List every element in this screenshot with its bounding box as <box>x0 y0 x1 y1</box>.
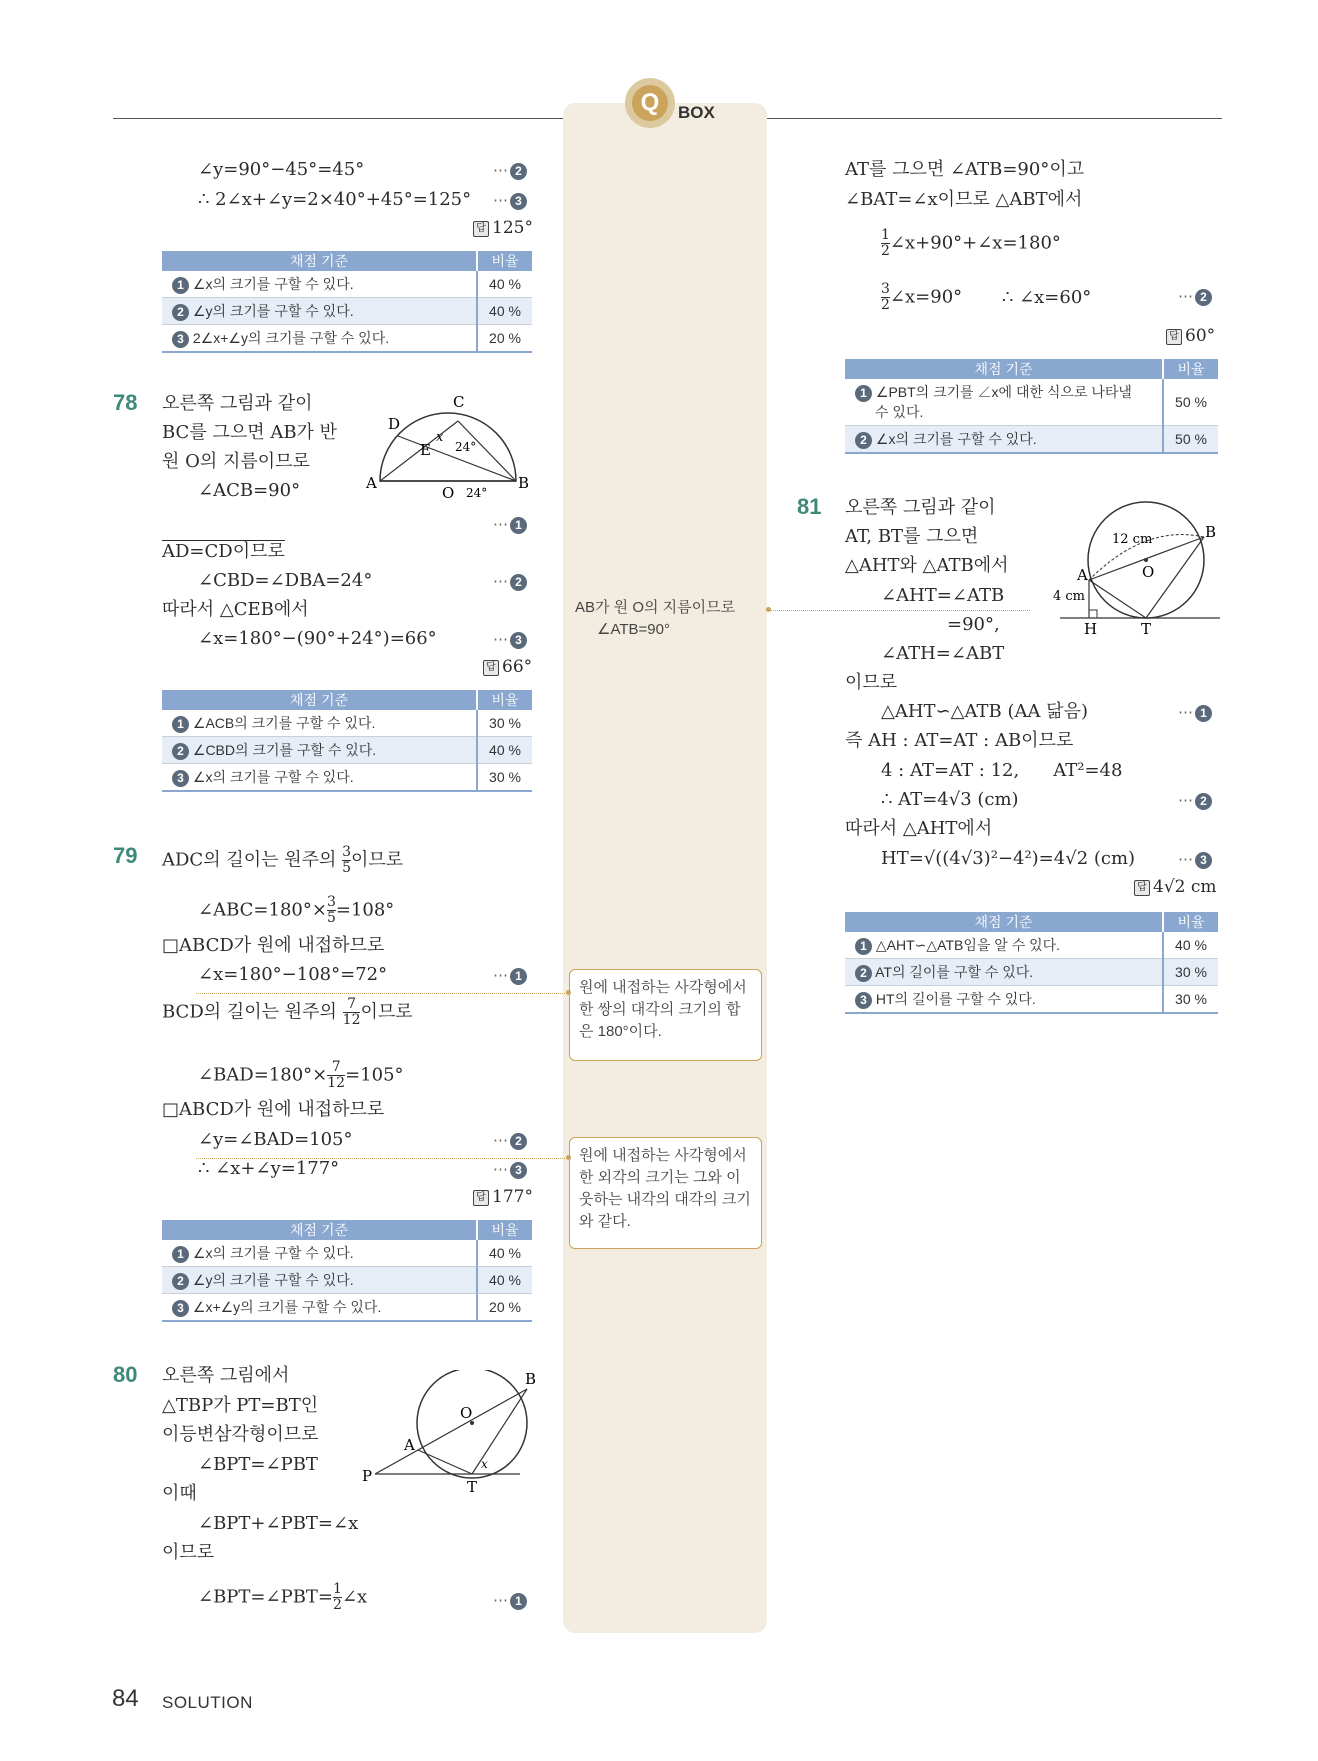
step-marker-2: ⋯ 2 <box>493 1131 527 1150</box>
answer-icon: 답 <box>1166 329 1182 345</box>
fig-label-O: O <box>442 484 455 501</box>
fig-label-B: B <box>525 1370 537 1388</box>
qbox-column <box>563 103 767 1633</box>
step-dots: ⋯ <box>493 192 508 209</box>
line: AT를 그으면 ∠ATB=90°이고 <box>845 159 1085 180</box>
line: ∠BPT=∠PBT= $\frac{1}{2}$ ∠x <box>198 1581 368 1613</box>
table-row: 3 ∠x의 크기를 구할 수 있다. 30 % <box>162 764 532 792</box>
grading-table <box>845 912 1218 1014</box>
connector-line <box>196 993 569 994</box>
answer-icon: 답 <box>473 221 489 237</box>
connector-line <box>196 1158 569 1159</box>
problem-number-79: 79 <box>113 843 138 868</box>
step-marker-2: ⋯ 2 <box>493 161 527 180</box>
step-marker-2: ⋯ 2 <box>493 572 527 591</box>
answer-icon: 답 <box>483 660 499 676</box>
connector-line <box>770 610 1030 611</box>
table-row: 2 ∠y의 크기를 구할 수 있다. 40 % <box>162 298 532 325</box>
line: △AHT와 △ATB에서 <box>845 555 1009 576</box>
answer-value: 125° <box>492 218 533 238</box>
table-header-ratio: 비율 <box>1163 912 1218 932</box>
line: ∠AHT=∠ATB <box>881 585 1005 606</box>
table-row: 1 ∠x의 크기를 구할 수 있다. 40 % <box>162 1240 532 1267</box>
line: =90°, <box>947 614 1000 635</box>
line: $\frac{1}{2}$ ∠x+90°+∠x=180° <box>881 227 1061 259</box>
answer <box>1166 326 1215 346</box>
grading-table <box>162 251 532 353</box>
line: 4 : AT=AT : 12, AT²=48 <box>881 760 1123 781</box>
step-marker-3: ⋯ 3 <box>1178 850 1212 869</box>
line: ∠ATH=∠ABT <box>881 643 1005 664</box>
connector-dot <box>566 1155 571 1160</box>
qbox-title: BOX <box>678 103 715 122</box>
header-rule-left <box>113 118 563 119</box>
line: ∠BAT=∠x이므로 △ABT에서 <box>845 189 1083 210</box>
step-dots: ⋯ <box>493 162 508 179</box>
figure-80 <box>360 1370 540 1495</box>
table-row: 2 ∠x의 크기를 구할 수 있다. 50 % <box>845 426 1218 454</box>
answer-value: 177° <box>492 1187 533 1207</box>
answer-icon: 답 <box>473 1190 489 1206</box>
step-marker-2: ⋯ 2 <box>1178 791 1212 810</box>
figure-78 <box>358 393 538 501</box>
line: △AHT∽△ATB (AA 닮음) <box>881 701 1088 722</box>
fig-label-length: 12 cm <box>1112 532 1153 547</box>
line: AT, BT를 그으면 <box>845 526 979 547</box>
answer-icon: 답 <box>1134 880 1150 896</box>
line: ∠ACB=90° <box>198 480 301 501</box>
header-rule-right <box>767 118 1222 119</box>
line: ∠BPT+∠PBT=∠x <box>198 1513 359 1534</box>
page-number: 84 <box>112 1685 139 1712</box>
fig-label-D: D <box>388 415 401 433</box>
grading-table <box>162 1220 532 1322</box>
fig-label-B: B <box>518 474 530 492</box>
line: ∠BPT=∠PBT <box>198 1454 318 1475</box>
line: 따라서 △CEB에서 <box>162 599 309 620</box>
table-header-criteria: 채점 기준 <box>845 912 1163 932</box>
line: 따라서 △AHT에서 <box>845 818 993 839</box>
line: ∴ 2∠x+∠y=2×40°+45°=125° <box>198 189 472 210</box>
answer <box>473 218 533 238</box>
line: 원 O의 지름이므로 <box>162 451 310 472</box>
table-row: 1 ∠x의 크기를 구할 수 있다. 40 % <box>162 271 532 298</box>
fig-label-E: E <box>420 441 431 459</box>
table-row: 1 △AHT∽△ATB임을 알 수 있다. 40 % <box>845 932 1218 959</box>
table-row: 1 ∠ACB의 크기를 구할 수 있다. 30 % <box>162 710 532 737</box>
qbox-note-2: 원에 내접하는 사각형에서 한 쌍의 대각의 크기의 합은 180°이다. <box>569 969 762 1061</box>
step-marker-3: ⋯ 3 <box>493 191 527 210</box>
fig-label-x: x <box>481 1457 488 1471</box>
grading-table <box>162 690 532 792</box>
fig-label-T: T <box>1141 620 1152 638</box>
fig-label-T: T <box>467 1478 478 1495</box>
line: BC를 그으면 AB가 반 <box>162 422 338 443</box>
fig-label-O: O <box>460 1404 473 1422</box>
table-row: 3 HT의 길이를 구할 수 있다. 30 % <box>845 986 1218 1014</box>
table-row: 3 2∠x+∠y의 크기를 구할 수 있다. 20 % <box>162 325 532 353</box>
qbox-q-icon: Q <box>632 85 668 121</box>
line: ∴ AT=4√3 (cm) <box>881 789 1019 810</box>
line: HT=√((4√3)²−4²)=4√2 (cm) <box>881 848 1136 869</box>
line: ∴ ∠x+∠y=177° <box>198 1158 340 1179</box>
fig-label-length: 4 cm <box>1053 589 1086 604</box>
step-marker-1: ⋯ 1 <box>493 966 527 985</box>
footer-label: SOLUTION <box>162 1693 253 1712</box>
line: 이므로 <box>162 1542 215 1563</box>
fig-label-angle: 24° <box>466 486 488 500</box>
table-header-ratio: 비율 <box>477 1220 532 1240</box>
table-row: 2 ∠y의 크기를 구할 수 있다. 40 % <box>162 1267 532 1294</box>
line: 이등변삼각형이므로 <box>162 1424 319 1445</box>
grading-table <box>845 359 1218 454</box>
step-marker-3: ⋯ 3 <box>493 1160 527 1179</box>
table-header-criteria: 채점 기준 <box>162 251 477 271</box>
fig-label-A: A <box>366 474 377 492</box>
line: △TBP가 PT=BT인 <box>162 1395 319 1416</box>
line: 오른쪽 그림과 같이 <box>162 393 313 414</box>
table-header-ratio: 비율 <box>477 690 532 710</box>
step-marker-1: ⋯ 1 <box>493 1591 527 1610</box>
fig-label-O: O <box>1142 563 1155 581</box>
fig-label-P: P <box>362 1467 373 1485</box>
table-row: 2 AT의 길이를 구할 수 있다. 30 % <box>845 959 1218 986</box>
table-header-criteria: 채점 기준 <box>162 1220 477 1240</box>
line: ∠y=90°−45°=45° <box>198 159 365 180</box>
problem-number-80: 80 <box>113 1362 138 1387</box>
problem-number-81: 81 <box>797 494 822 519</box>
qbox-note-3: 원에 내접하는 사각형에서 한 외각의 크기는 그와 이웃하는 내각의 대각의 크기와 같다. <box>569 1137 762 1249</box>
step-marker-1: ⋯ 1 <box>493 515 527 534</box>
table-row: 3 ∠x+∠y의 크기를 구할 수 있다. 20 % <box>162 1294 532 1322</box>
answer-value: 66° <box>502 657 533 677</box>
answer <box>473 1187 533 1207</box>
line: ∠y=∠BAD=105° <box>198 1129 353 1150</box>
fig-label-H: H <box>1084 620 1098 638</box>
fig-label-C: C <box>453 393 465 411</box>
fig-label-A: A <box>404 1436 415 1454</box>
fig-label-A: A <box>1077 566 1088 584</box>
table-row: 2 ∠CBD의 크기를 구할 수 있다. 40 % <box>162 737 532 764</box>
line: 이므로 <box>845 672 898 693</box>
line: □ABCD가 원에 내접하므로 <box>162 935 385 956</box>
line: ∠ABC=180°× $\frac{3}{5}$ =108° <box>198 894 395 926</box>
table-header-ratio: 비율 <box>1163 359 1218 379</box>
line: $\frac{3}{2}$ ∠x=90° ∴ ∠x=60° <box>881 281 1092 313</box>
step-marker-1: ⋯ 1 <box>1178 703 1212 722</box>
line: 즉 AH : AT=AT : AB이므로 <box>845 730 1074 751</box>
fig-label-x: x <box>436 430 444 445</box>
problem-number-78: 78 <box>113 390 138 415</box>
figure-81 <box>1050 492 1222 642</box>
line: ∠CBD=∠DBA=24° <box>198 570 373 591</box>
note-line: AB가 원 O의 지름이므로 <box>575 599 736 616</box>
table-row: 1 ∠PBT의 크기를 ∠x에 대한 식으로 나타낼 수 있다. 50 % <box>845 379 1218 426</box>
note-line: ∠ATB=90° <box>597 621 670 638</box>
table-header-criteria: 채점 기준 <box>845 359 1163 379</box>
line: BCD의 길이는 원주의 $\frac{7}{12}$ 이므로 <box>162 996 413 1028</box>
answer-value: 4√2 cm <box>1153 877 1217 897</box>
line: ∠x=180°−108°=72° <box>198 964 388 985</box>
table-header-ratio: 비율 <box>477 251 532 271</box>
fig-label-angle: 24° <box>455 440 477 454</box>
table-header-criteria: 채점 기준 <box>162 690 477 710</box>
answer <box>483 657 532 677</box>
line: 이때 <box>162 1483 197 1504</box>
line: 오른쪽 그림에서 <box>162 1365 290 1386</box>
line: AD=CD이므로 <box>162 541 285 562</box>
line: ∠x=180°−(90°+24°)=66° <box>198 628 437 649</box>
line: □ABCD가 원에 내접하므로 <box>162 1099 385 1120</box>
step-marker-2: ⋯ 2 <box>1178 287 1212 306</box>
answer-value: 60° <box>1185 326 1216 346</box>
step-marker-3: ⋯ 3 <box>493 630 527 649</box>
answer <box>1134 877 1217 897</box>
line: ∠BAD=180°× $\frac{7}{12}$ =105° <box>198 1059 404 1091</box>
connector-dot <box>566 990 571 995</box>
line: ADC의 길이는 원주의 $\frac{3}{5}$ 이므로 <box>162 844 404 876</box>
qbox-note-1 <box>575 597 735 641</box>
fig-label-B: B <box>1205 523 1217 541</box>
line: 오른쪽 그림과 같이 <box>845 497 996 518</box>
